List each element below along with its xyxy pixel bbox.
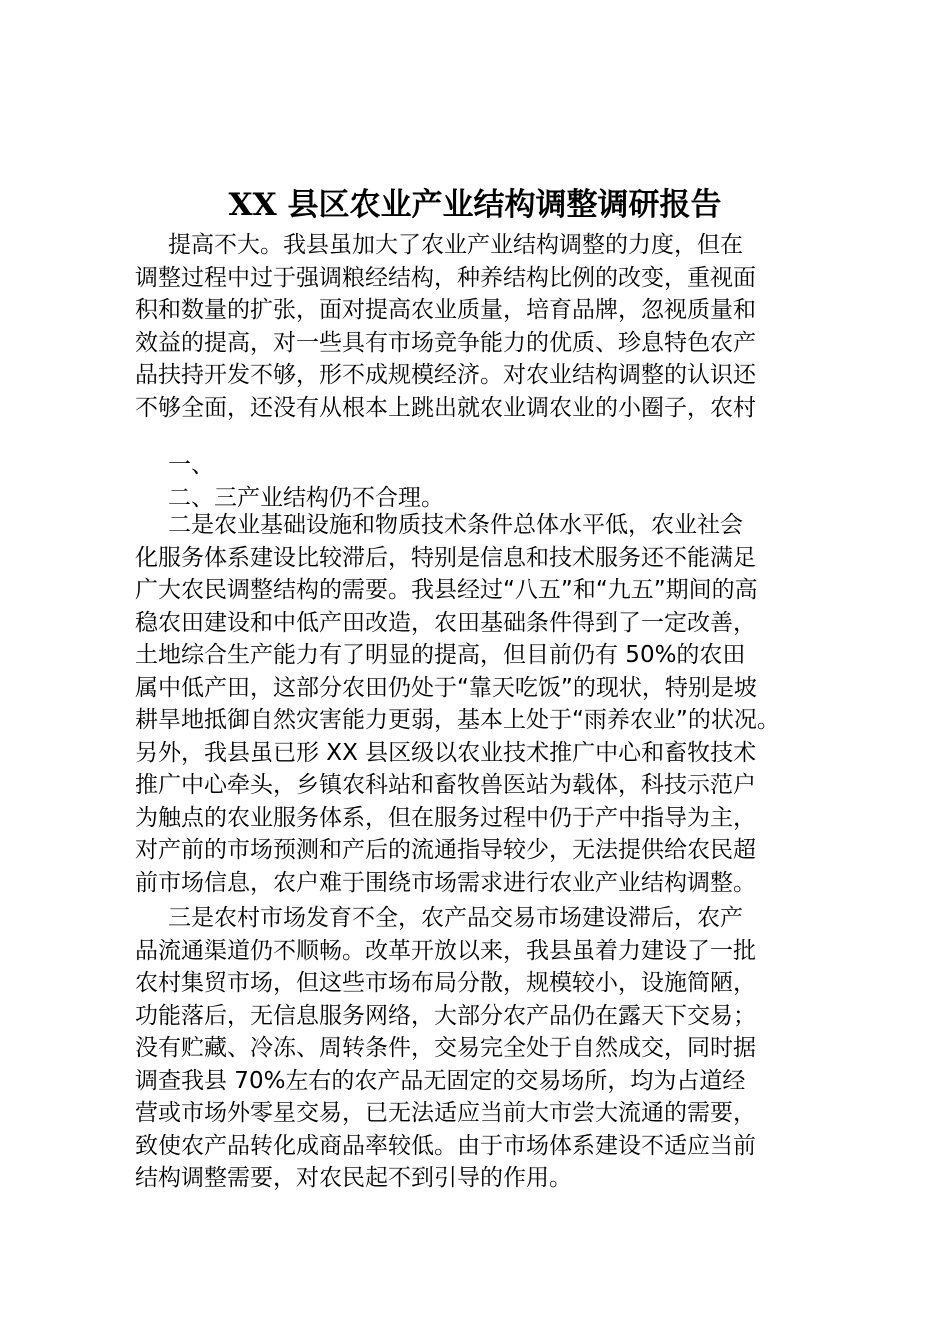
text-line: 品流通渠道仍不顺畅。改革开放以来，我县虽着力建设了一批 xyxy=(135,937,756,964)
text-line: 没有贮藏、冷冻、周转条件，交易完全处于自然成交，同时据 xyxy=(135,1035,756,1061)
text-line: 不够全面，还没有从根本上跳出就农业调农业的小圈子，农村 xyxy=(135,394,756,421)
text-line: 农村集贸市场，但这些市场布局分散，规模较小，设施简陋， xyxy=(135,970,756,996)
text-line: 效益的提高，对一些具有市场竞争能力的优质、珍息特色农产 xyxy=(135,329,756,356)
text-line: 推广中心牵头，乡镇农科站和畜牧兽医站为载体，科技示范户 xyxy=(135,772,756,798)
text-line: 积和数量的扩张，面对提高农业质量，培育品牌，忽视质量和 xyxy=(135,297,756,323)
paragraph-2 xyxy=(135,509,835,899)
text-line: 稳农田建设和中低产田改造，农田基础条件得到了一定改善， xyxy=(135,609,756,636)
heading-one: 一、 xyxy=(168,452,214,478)
text-line: 为触点的农业服务体系，但在服务过程中仍于产中指导为主， xyxy=(135,804,756,831)
text-line: 土地综合生产能力有了明显的提高，但目前仍有 50%的农田 xyxy=(135,642,746,668)
text-line: 提高不大。我县虽加大了农业产业结构调整的力度，但在 xyxy=(168,232,743,258)
text-line: 前市场信息，农户难于围绕市场需求进行农业产业结构调整。 xyxy=(135,869,756,896)
text-line: 属中低产田，这部分农田仍处于“靠天吃饭”的现状，特别是坡 xyxy=(135,674,757,701)
text-line: 致使农产品转化成商品率较低。由于市场体系建设不适应当前 xyxy=(135,1132,756,1159)
paragraph-1 xyxy=(135,229,835,424)
text-line: 功能落后，无信息服务网络，大部分农产品仍在露天下交易； xyxy=(135,1002,756,1029)
paragraph-3 xyxy=(135,902,835,1195)
document-title: XX 县区农业产业结构调整调研报告 xyxy=(228,187,722,223)
text-line: 结构调整需要，对农民起不到引导的作用。 xyxy=(135,1165,572,1191)
text-line: 二是农业基础设施和物质技术条件总体水平低，农业社会 xyxy=(168,512,743,538)
text-line: 另外，我县虽已形 XX 县区级以农业技术推广中心和畜牧技术 xyxy=(135,739,757,766)
text-line: 三是农村市场发育不全，农产品交易市场建设滞后，农产 xyxy=(168,905,743,931)
text-line: 调查我县 70%左右的农产品无固定的交易场所，均为占道经 xyxy=(135,1067,746,1094)
text-line: 耕旱地抵御自然灾害能力更弱，基本上处于“雨养农业”的状况。 xyxy=(135,707,780,733)
section-headings xyxy=(135,449,835,514)
text-line: 调整过程中过于强调粮经结构，种养结构比例的改变，重视面 xyxy=(135,264,756,291)
text-line: 对产前的市场预测和产后的流通指导较少，无法提供给农民超 xyxy=(135,837,756,863)
text-line: 广大农民调整结构的需要。我县经过“八五”和“九五”期间的高 xyxy=(135,577,758,603)
text-line: 化服务体系建设比较滞后，特别是信息和技术服务还不能满足 xyxy=(135,544,756,571)
text-line: 品扶持开发不够，形不成规模经济。对农业结构调整的认识还 xyxy=(135,362,756,388)
heading-two: 二、三产业结构仍不合理。 xyxy=(168,484,444,511)
text-line: 营或市场外零星交易，已无法适应当前大市尝大流通的需要， xyxy=(135,1100,756,1126)
